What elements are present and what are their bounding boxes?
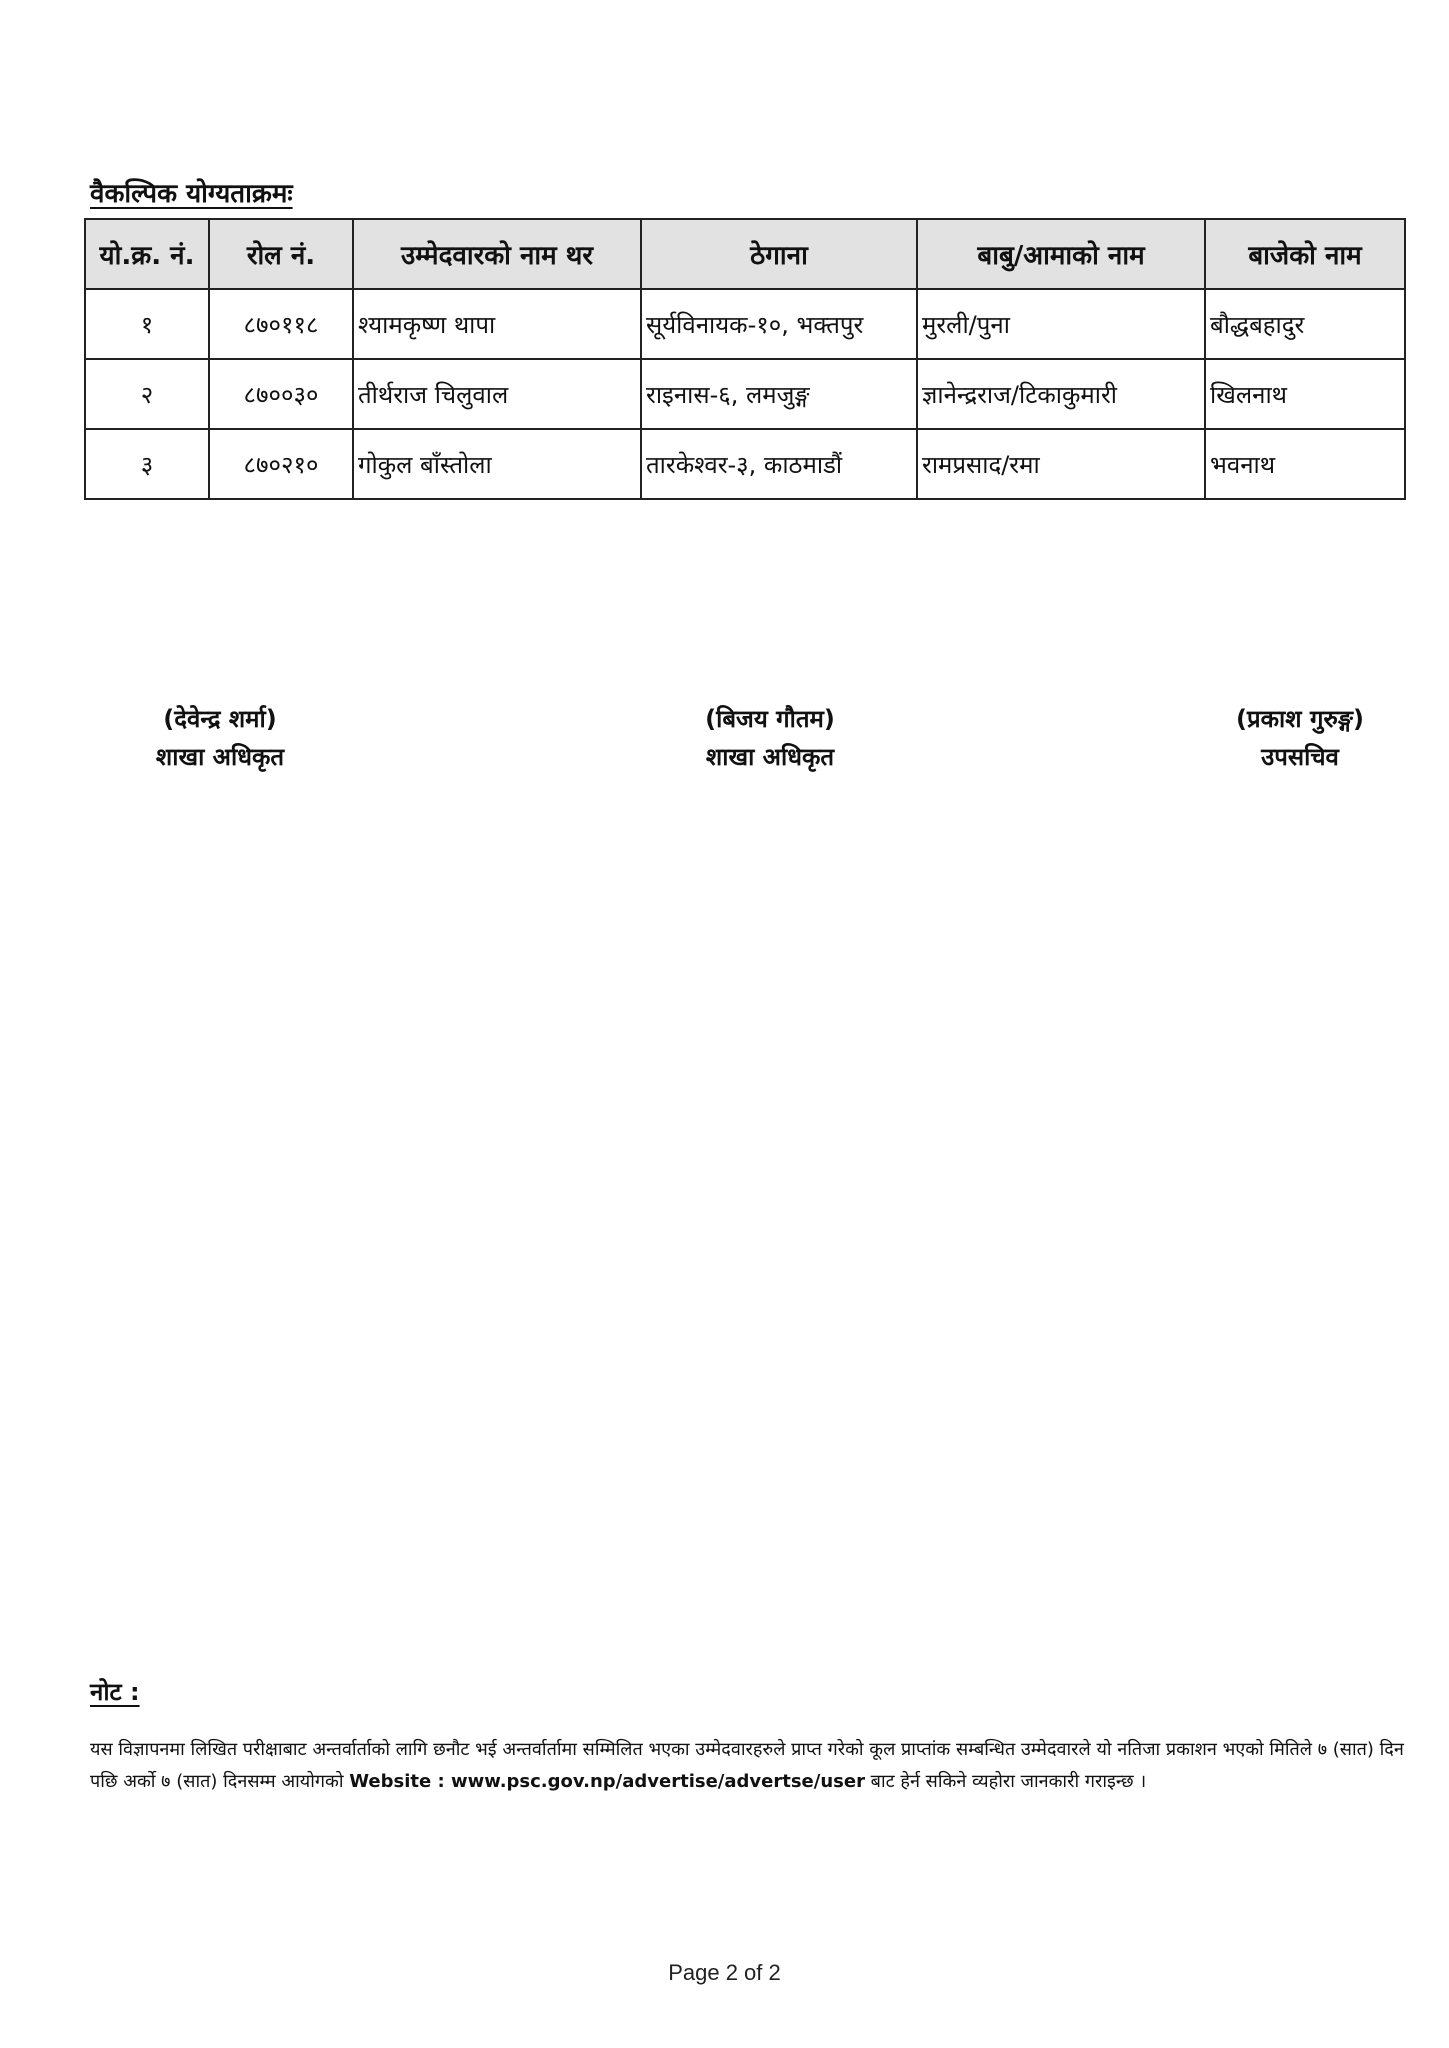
signatory-name: (बिजय गौतम) bbox=[705, 705, 835, 733]
signatory-block bbox=[660, 700, 880, 776]
cell-serial-no: १ bbox=[85, 289, 209, 359]
cell-grandfather-name: खिलनाथ bbox=[1205, 359, 1405, 429]
cell-parents-name: ज्ञानेन्द्रराज/टिकाकुमारी bbox=[917, 359, 1205, 429]
signatory-title: उपसचिव bbox=[1261, 743, 1339, 771]
header-serial-no: यो.क्र. नं. bbox=[85, 219, 209, 289]
note-text bbox=[90, 1734, 1410, 1798]
cell-candidate-name: तीर्थराज चिलुवाल bbox=[353, 359, 641, 429]
header-roll-no: रोल नं. bbox=[209, 219, 353, 289]
cell-address: सूर्यविनायक-१०, भक्तपुर bbox=[641, 289, 917, 359]
cell-serial-no: २ bbox=[85, 359, 209, 429]
signatory-block bbox=[120, 700, 320, 776]
note-website: Website : www.psc.gov.np/advertise/advertse/user bbox=[349, 1771, 865, 1792]
cell-parents-name: मुरली/पुना bbox=[917, 289, 1205, 359]
results-table bbox=[84, 218, 1406, 500]
header-parents-name: बाबु/आमाको नाम bbox=[917, 219, 1205, 289]
cell-serial-no: ३ bbox=[85, 429, 209, 499]
signatory-block bbox=[1200, 700, 1400, 776]
table-header-row bbox=[85, 219, 1405, 289]
note-body: यस विज्ञापनमा लिखित परीक्षाबाट अन्तर्वार्ताको लागि छनौट भई अन्तर्वार्तामा सम्मिलित भएका उम्मेदवारहरुले प्राप्त गरेको कूल प्राप्तांक सम्बन्धित उम्मेदवारले यो नतिजा प्रकाशन भएको मितिले ७ (सात) दिन पछि अर्को ७ (सात) दिनसम्म आयोगको bbox=[90, 1739, 1404, 1792]
cell-roll-no: ८७०११८ bbox=[209, 289, 353, 359]
cell-candidate-name: श्यामकृष्ण थापा bbox=[353, 289, 641, 359]
signatory-name: (प्रकाश गुरुङ्ग) bbox=[1236, 705, 1364, 733]
table-row bbox=[85, 429, 1405, 499]
cell-grandfather-name: बौद्धबहादुर bbox=[1205, 289, 1405, 359]
table-row bbox=[85, 359, 1405, 429]
cell-address: तारकेश्वर-३, काठमाडौं bbox=[641, 429, 917, 499]
table-row bbox=[85, 289, 1405, 359]
header-grandfather-name: बाजेको नाम bbox=[1205, 219, 1405, 289]
cell-roll-no: ८७००३० bbox=[209, 359, 353, 429]
note-heading: नोट : bbox=[90, 1678, 140, 1706]
signatory-title: शाखा अधिकृत bbox=[705, 743, 835, 771]
page-number: Page 2 of 2 bbox=[668, 1960, 781, 1985]
signatory-name: (देवेन्द्र शर्मा) bbox=[163, 705, 277, 733]
section-title: वैकल्पिक योग्यताक्रमः bbox=[90, 179, 293, 209]
cell-address: राइनास-६, लमजुङ्ग bbox=[641, 359, 917, 429]
cell-roll-no: ८७०२१० bbox=[209, 429, 353, 499]
header-address: ठेगाना bbox=[641, 219, 917, 289]
cell-parents-name: रामप्रसाद/रमा bbox=[917, 429, 1205, 499]
cell-grandfather-name: भवनाथ bbox=[1205, 429, 1405, 499]
cell-candidate-name: गोकुल बाँस्तोला bbox=[353, 429, 641, 499]
header-candidate-name: उम्मेदवारको नाम थर bbox=[353, 219, 641, 289]
note-body-end: बाट हेर्न सकिने व्यहोरा जानकारी गराइन्छ । bbox=[864, 1771, 1147, 1792]
signatory-title: शाखा अधिकृत bbox=[155, 743, 285, 771]
